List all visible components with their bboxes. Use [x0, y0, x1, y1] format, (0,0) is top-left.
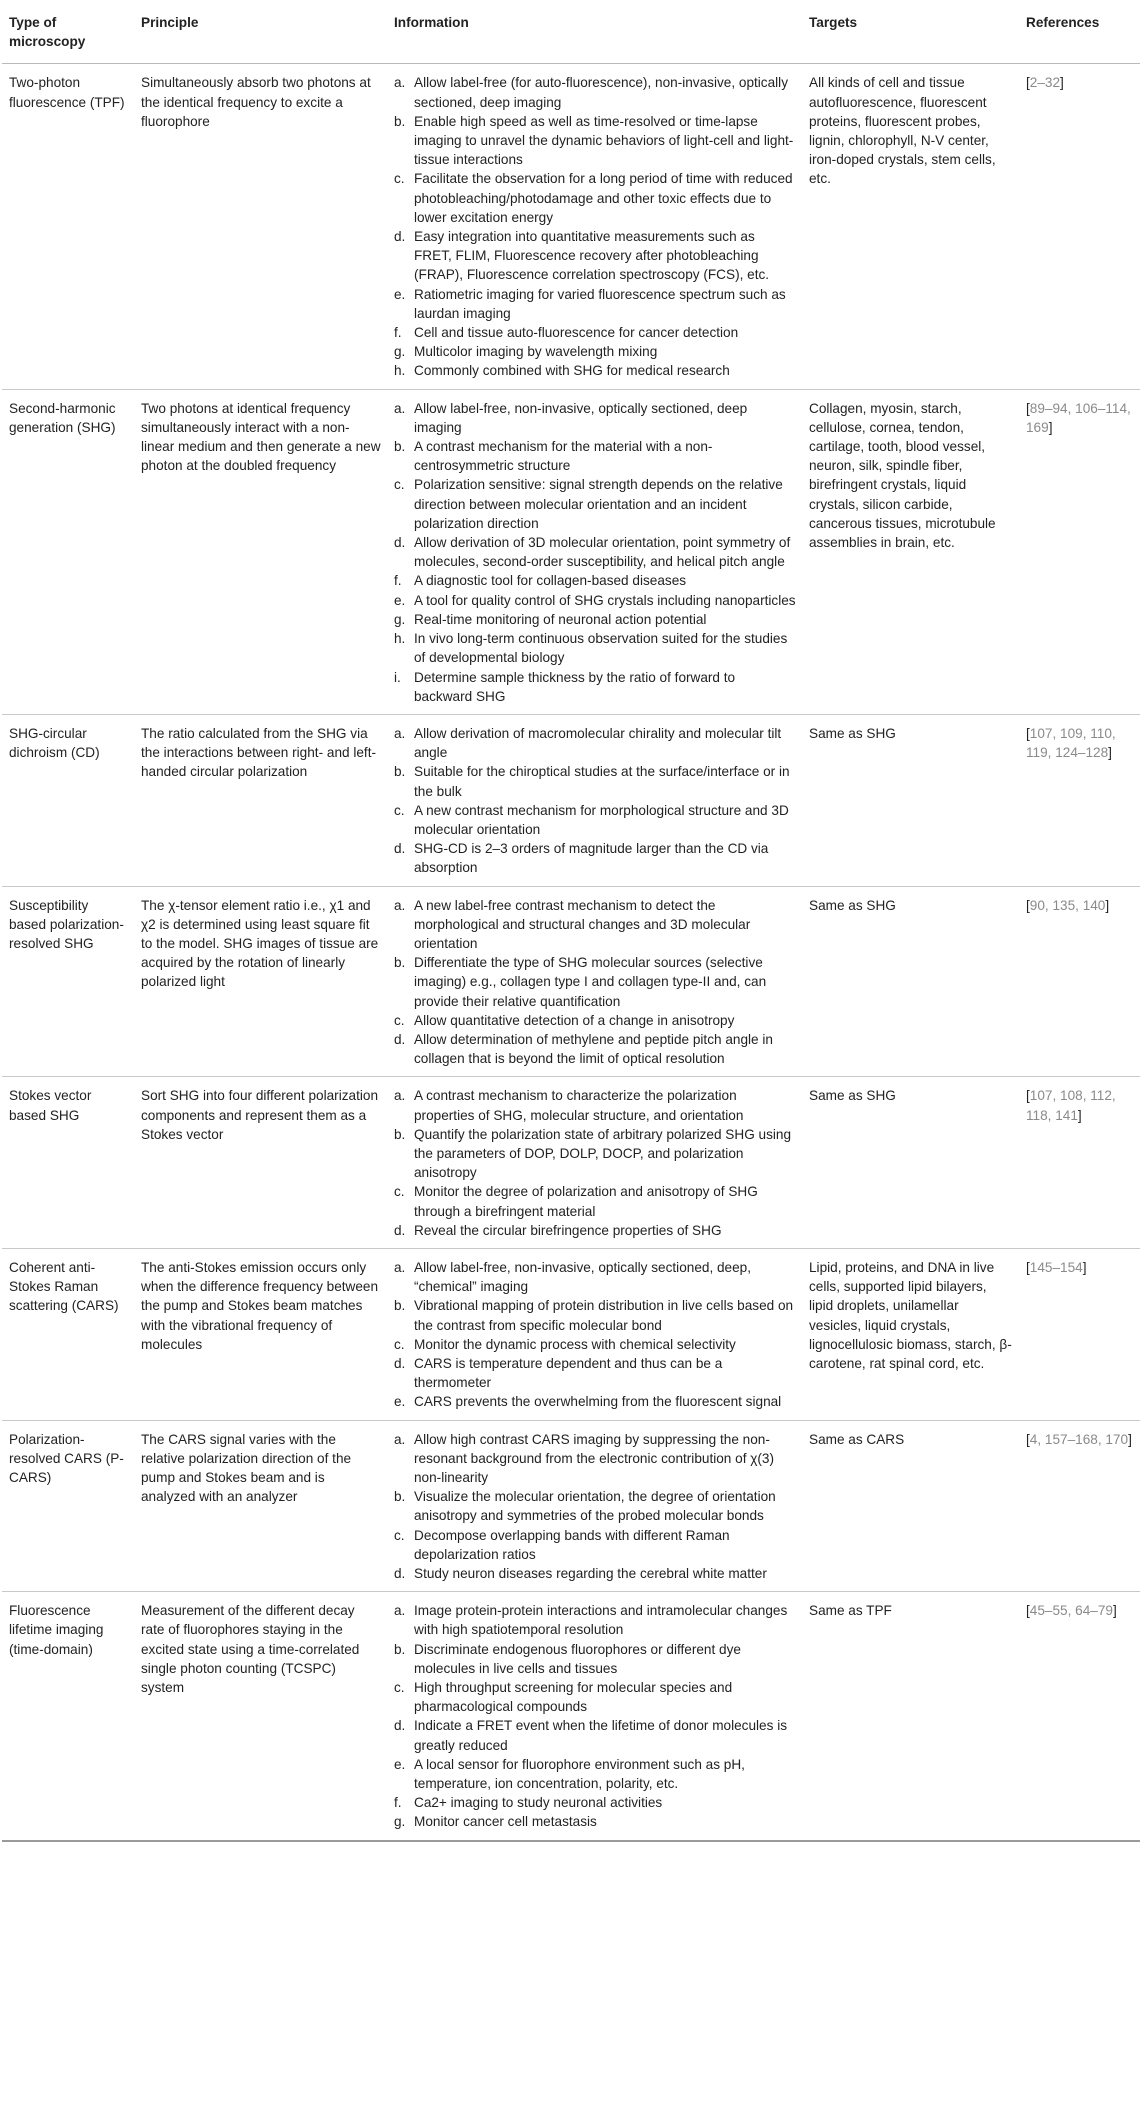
cell-targets: Collagen, myosin, starch, cellulose, cornea, tendon, cartilage, tooth, blood vessel, neuron, silk, spindle fiber, birefringent crystals, liquid crystals, silicon carbide, cancerous tissues, microtubule assemblies in brain, etc. [802, 389, 1019, 714]
cell-type: Second-harmonic generation (SHG) [2, 389, 134, 714]
item-marker: e. [394, 592, 406, 608]
information-item [394, 399, 796, 437]
item-marker: g. [394, 344, 406, 360]
ref-bracket-close: ] [1108, 745, 1112, 761]
cell-references [1019, 1248, 1140, 1420]
item-text: Facilitate the observation for a long period of time with reduced photobleaching/photodamage and other toxic effects due to lower excitation energy [414, 171, 793, 225]
item-marker: f. [394, 573, 402, 589]
cell-targets: Lipid, proteins, and DNA in live cells, supported lipid bilayers, lipid droplets, unilamellar vesicles, liquid crystals, lignocellulosic biomass, starch, β-carotene, rat spinal cord, etc. [802, 1248, 1019, 1420]
cell-information [387, 1420, 802, 1592]
information-item [394, 1296, 796, 1334]
cell-type: Stokes vector based SHG [2, 1077, 134, 1249]
information-item [394, 1354, 796, 1392]
item-text: Commonly combined with SHG for medical research [414, 363, 730, 379]
cell-information [387, 64, 802, 389]
ref-bracket-close: ] [1048, 419, 1053, 435]
ref-bracket-open: [ [1026, 1088, 1030, 1104]
item-marker: a. [394, 1431, 406, 1447]
information-item [394, 1640, 796, 1678]
information-item [394, 801, 796, 839]
information-item [394, 323, 796, 342]
item-marker: b. [394, 113, 406, 129]
item-marker: g. [394, 611, 406, 627]
table-row [2, 1248, 1140, 1420]
cell-references [1019, 64, 1140, 389]
information-list [394, 73, 796, 380]
header-references: References [1019, 0, 1140, 64]
cell-targets: Same as SHG [802, 714, 1019, 886]
cell-principle: The χ-tensor element ratio i.e., χ1 and χ2 is determined using least square fit to the model. SHG images of tissue are acquired by the rotation of linearly polarized light [134, 886, 387, 1077]
table-row [2, 1077, 1140, 1249]
information-item [394, 1678, 796, 1716]
item-marker: a. [394, 725, 406, 741]
item-text: Allow quantitative detection of a change in anisotropy [414, 1012, 735, 1028]
item-text: Image protein-protein interactions and intramolecular changes with high spatiotemporal resolution [414, 1603, 788, 1638]
cell-references [1019, 389, 1140, 714]
reference-links[interactable]: 89–94, 106–114, 169 [1026, 400, 1131, 435]
information-item [394, 1221, 796, 1240]
cell-information [387, 1592, 802, 1841]
information-item [394, 285, 796, 323]
reference-links[interactable]: 107, 109, 110, 119, 124–128 [1026, 725, 1116, 761]
reference-links[interactable]: 4, 157–168, 170 [1029, 1431, 1129, 1447]
ref-bracket-open: [ [1026, 400, 1030, 416]
information-item [394, 475, 796, 533]
table-header [2, 0, 1140, 64]
table-row [2, 886, 1140, 1077]
cell-principle: The ratio calculated from the SHG via the interactions between right- and left-handed circular polarization [134, 714, 387, 886]
cell-targets: Same as TPF [802, 1592, 1019, 1841]
information-item [394, 169, 796, 227]
table-row [2, 64, 1140, 389]
information-item [394, 1601, 796, 1639]
ref-bracket-close: ] [1112, 1603, 1117, 1619]
item-text: Allow derivation of 3D molecular orientation, point symmetry of molecules, second-order susceptibility, and helical pitch angle [414, 535, 791, 570]
ref-bracket-close: ] [1077, 1107, 1082, 1123]
item-marker: c. [394, 1012, 405, 1028]
header-targets: Targets [802, 0, 1019, 64]
item-marker: d. [394, 535, 406, 551]
ref-bracket-close: ] [1060, 75, 1064, 91]
item-text: Monitor the dynamic process with chemical selectivity [414, 1336, 736, 1352]
information-item [394, 1011, 796, 1030]
cell-principle: The CARS signal varies with the relative polarization direction of the pump and Stokes beam and is analyzed with an analyzer [134, 1420, 387, 1592]
item-marker: e. [394, 1756, 406, 1772]
information-item [394, 1526, 796, 1564]
cell-information [387, 389, 802, 714]
information-item [394, 73, 796, 111]
table-body [2, 64, 1140, 1841]
cell-type: Fluorescence lifetime imaging (time-domain) [2, 1592, 134, 1841]
cell-targets: All kinds of cell and tissue autofluorescence, fluorescent proteins, fluorescent probes, lignin, chlorophyll, N-V center, iron-doped crystals, stem cells, etc. [802, 64, 1019, 389]
item-text: A new contrast mechanism for morphological structure and 3D molecular orientation [414, 802, 789, 837]
reference-links[interactable]: 90, 135, 140 [1029, 897, 1106, 913]
cell-information [387, 886, 802, 1077]
item-text: Cell and tissue auto-fluorescence for cancer detection [414, 325, 739, 341]
item-marker: c. [394, 802, 405, 818]
item-marker: b. [394, 1489, 406, 1505]
item-marker: e. [394, 1394, 406, 1410]
item-text: Determine sample thickness by the ratio of forward to backward SHG [414, 669, 736, 704]
information-list [394, 399, 796, 706]
cell-information [387, 1077, 802, 1249]
item-text: Easy integration into quantitative measurements such as FRET, FLIM, Fluorescence recovery after photobleaching (FRAP), Fluorescence correlation spectroscopy (FCS), etc. [414, 229, 770, 283]
information-item [394, 953, 796, 1011]
item-text: Decompose overlapping bands with different Raman depolarization ratios [414, 1527, 730, 1562]
item-text: In vivo long-term continuous observation suited for the studies of developmental biology [414, 631, 788, 666]
information-item [394, 227, 796, 285]
item-text: A new label-free contrast mechanism to detect the morphological and structural changes and 3D molecular orientation [414, 897, 751, 951]
header-information: Information [387, 0, 802, 64]
information-item [394, 342, 796, 361]
item-text: Monitor the degree of polarization and anisotropy of SHG through a birefringent material [414, 1184, 758, 1219]
item-text: Real-time monitoring of neuronal action potential [414, 611, 707, 627]
item-marker: h. [394, 363, 406, 379]
item-text: Ratiometric imaging for varied fluorescence spectrum such as laurdan imaging [414, 286, 786, 321]
information-item [394, 724, 796, 762]
information-item [394, 1086, 796, 1124]
ref-bracket-open: [ [1026, 1259, 1030, 1275]
information-list [394, 1430, 796, 1584]
item-marker: b. [394, 955, 406, 971]
item-text: Allow determination of methylene and peptide pitch angle in collagen that is beyond the limit of optical resolution [414, 1031, 773, 1067]
cell-references [1019, 1592, 1140, 1841]
reference-links[interactable]: 145–154 [1029, 1259, 1083, 1275]
cell-information [387, 1248, 802, 1420]
header-type: Type of microscopy [2, 0, 134, 64]
cell-targets: Same as SHG [802, 886, 1019, 1077]
item-marker: a. [394, 75, 406, 91]
item-marker: d. [394, 1356, 406, 1371]
item-text: Visualize the molecular orientation, the degree of orientation anisotropy and symmetries of the probed molecular bonds [414, 1489, 776, 1524]
information-list [394, 1086, 796, 1240]
ref-bracket-close: ] [1128, 1431, 1132, 1447]
cell-type: Polarization-resolved CARS (P-CARS) [2, 1420, 134, 1592]
information-item [394, 1258, 796, 1296]
item-text: Allow derivation of macromolecular chirality and molecular tilt angle [414, 725, 782, 761]
item-marker: d. [394, 229, 406, 245]
item-text: Allow label-free (for auto-fluorescence), non-invasive, optically sectioned, deep imaging [414, 75, 789, 110]
item-marker: c. [394, 1336, 405, 1352]
item-text: A contrast mechanism to characterize the polarization properties of SHG, molecular structure, and orientation [414, 1088, 744, 1123]
item-marker: a. [394, 400, 406, 416]
cell-type: Coherent anti-Stokes Raman scattering (CARS) [2, 1248, 134, 1420]
cell-type: Susceptibility based polarization-resolved SHG [2, 886, 134, 1077]
item-marker: f. [394, 325, 402, 341]
table-row [2, 1420, 1140, 1592]
item-text: A tool for quality control of SHG crystals including nanoparticles [414, 592, 796, 608]
cell-information [387, 714, 802, 886]
information-item [394, 762, 796, 800]
item-marker: c. [394, 477, 405, 493]
information-item [394, 1564, 796, 1583]
information-item [394, 1125, 796, 1183]
ref-bracket-open: [ [1026, 1431, 1030, 1447]
item-marker: d. [394, 1031, 406, 1047]
header-principle: Principle [134, 0, 387, 64]
item-text: Indicate a FRET event when the lifetime of donor molecules is greatly reduced [414, 1718, 788, 1753]
item-text: Differentiate the type of SHG molecular sources (selective imaging) e.g., collagen type I and collagen type-II and, can provide their relative quantification [414, 955, 767, 1009]
item-marker: d. [394, 1222, 406, 1238]
item-marker: b. [394, 1641, 406, 1657]
item-marker: c. [394, 1527, 405, 1543]
information-item [394, 1812, 796, 1831]
header-row [2, 0, 1140, 64]
cell-type: SHG-circular dichroism (CD) [2, 714, 134, 886]
item-marker: b. [394, 764, 406, 780]
information-item [394, 361, 796, 380]
cell-references [1019, 714, 1140, 886]
item-marker: a. [394, 897, 406, 913]
cell-references [1019, 1420, 1140, 1592]
item-marker: i. [394, 669, 401, 685]
item-text: Reveal the circular birefringence properties of SHG [414, 1222, 722, 1238]
ref-bracket-open: [ [1026, 897, 1030, 913]
item-marker: h. [394, 631, 406, 647]
information-item [394, 1716, 796, 1754]
item-text: A contrast mechanism for the material with a non-centrosymmetric structure [414, 439, 713, 474]
table-row [2, 389, 1140, 714]
information-item [394, 437, 796, 475]
item-marker: b. [394, 1126, 406, 1142]
item-text: SHG-CD is 2–3 orders of magnitude larger than the CD via absorption [414, 841, 769, 876]
item-marker: d. [394, 1718, 406, 1734]
ref-bracket-close: ] [1105, 897, 1110, 913]
item-marker: c. [394, 1680, 405, 1696]
cell-type: Two-photon fluorescence (TPF) [2, 64, 134, 389]
item-marker: d. [394, 841, 406, 857]
item-text: Allow label-free, non-invasive, optically sectioned, deep, “chemical” imaging [414, 1259, 752, 1295]
item-marker: d. [394, 1566, 406, 1582]
item-text: Suitable for the chiroptical studies at the surface/interface or in the bulk [414, 764, 790, 799]
item-text: Ca2+ imaging to study neuronal activities [414, 1795, 663, 1811]
information-item [394, 1755, 796, 1793]
information-item [394, 839, 796, 877]
cell-targets: Same as SHG [802, 1077, 1019, 1249]
reference-links[interactable]: 107, 108, 112, 118, 141 [1026, 1088, 1116, 1123]
item-text: Multicolor imaging by wavelength mixing [414, 344, 658, 360]
information-item [394, 1392, 796, 1411]
item-text: Allow high contrast CARS imaging by suppressing the non-resonant background from the electronic contribution of χ(3) non-linearity [414, 1431, 775, 1486]
item-marker: c. [394, 171, 405, 187]
table-row [2, 714, 1140, 886]
cell-principle: The anti-Stokes emission occurs only when the difference frequency between the pump and Stokes beam matches with the vibrational frequency of molecules [134, 1248, 387, 1420]
information-item [394, 610, 796, 629]
information-item [394, 533, 796, 571]
item-text: High throughput screening for molecular species and pharmacological compounds [414, 1680, 733, 1715]
reference-links[interactable]: 45–55, 64–79 [1029, 1603, 1113, 1619]
information-item [394, 591, 796, 610]
cell-principle: Simultaneously absorb two photons at the identical frequency to excite a fluorophore [134, 64, 387, 389]
item-text: Allow label-free, non-invasive, optically sectioned, deep imaging [414, 400, 748, 435]
item-marker: g. [394, 1814, 406, 1830]
item-marker: a. [394, 1088, 406, 1104]
cell-references [1019, 886, 1140, 1077]
information-item [394, 629, 796, 667]
information-item [394, 1430, 796, 1488]
information-item [394, 1030, 796, 1068]
item-marker: b. [394, 1298, 406, 1314]
item-text: Quantify the polarization state of arbitrary polarized SHG using the parameters of DOP, DOLP, DOCP, and polarization anisotropy [414, 1126, 792, 1181]
item-text: Polarization sensitive: signal strength depends on the relative direction between molecular orientation and an incident polarization direction [414, 477, 783, 531]
information-item [394, 1182, 796, 1220]
item-text: A diagnostic tool for collagen-based diseases [414, 573, 687, 589]
ref-bracket-close: ] [1082, 1259, 1087, 1275]
ref-bracket-open: [ [1026, 75, 1030, 91]
item-marker: f. [394, 1795, 402, 1811]
item-text: Monitor cancer cell metastasis [414, 1814, 597, 1830]
information-list [394, 1258, 796, 1412]
cell-principle: Sort SHG into four different polarization components and represent them as a Stokes vector [134, 1077, 387, 1249]
cell-principle: Measurement of the different decay rate of fluorophores staying in the excited state using a time-correlated single photon counting (TCSPC) system [134, 1592, 387, 1841]
cell-principle: Two photons at identical frequency simultaneously interact with a non-linear medium and then generate a new photon at the doubled frequency [134, 389, 387, 714]
item-marker: a. [394, 1259, 406, 1275]
microscopy-comparison-table [2, 0, 1140, 1842]
item-text: Study neuron diseases regarding the cerebral white matter [414, 1566, 767, 1582]
information-item [394, 112, 796, 170]
information-item [394, 668, 796, 706]
information-list [394, 896, 796, 1069]
item-marker: c. [394, 1184, 405, 1200]
information-item [394, 571, 796, 590]
information-list [394, 724, 796, 878]
cell-references [1019, 1077, 1140, 1249]
item-text: Discriminate endogenous fluorophores or different dye molecules in live cells and tissues [414, 1641, 741, 1676]
item-text: A local sensor for fluorophore environment such as pH, temperature, ion concentration, polarity, etc. [414, 1756, 745, 1792]
reference-links[interactable]: 2–32 [1029, 75, 1061, 91]
information-item [394, 1335, 796, 1354]
item-text: Enable high speed as well as time-resolved or time-lapse imaging to unravel the dynamic behaviors of light-cell and light-tissue interactions [414, 113, 794, 168]
item-marker: e. [394, 286, 406, 302]
information-item [394, 896, 796, 954]
information-item [394, 1487, 796, 1525]
item-text: CARS prevents the overwhelming from the fluorescent signal [414, 1394, 782, 1410]
item-text: Vibrational mapping of protein distribution in live cells based on the contrast from specific molecular bond [414, 1298, 794, 1333]
item-marker: b. [394, 439, 406, 455]
item-text: CARS is temperature dependent and thus can be a thermometer [414, 1356, 723, 1391]
item-marker: a. [394, 1603, 406, 1619]
table-row [2, 1592, 1140, 1841]
information-item [394, 1793, 796, 1812]
information-list [394, 1601, 796, 1831]
ref-bracket-open: [ [1026, 1603, 1030, 1619]
ref-bracket-open: [ [1026, 725, 1030, 741]
cell-targets: Same as CARS [802, 1420, 1019, 1592]
